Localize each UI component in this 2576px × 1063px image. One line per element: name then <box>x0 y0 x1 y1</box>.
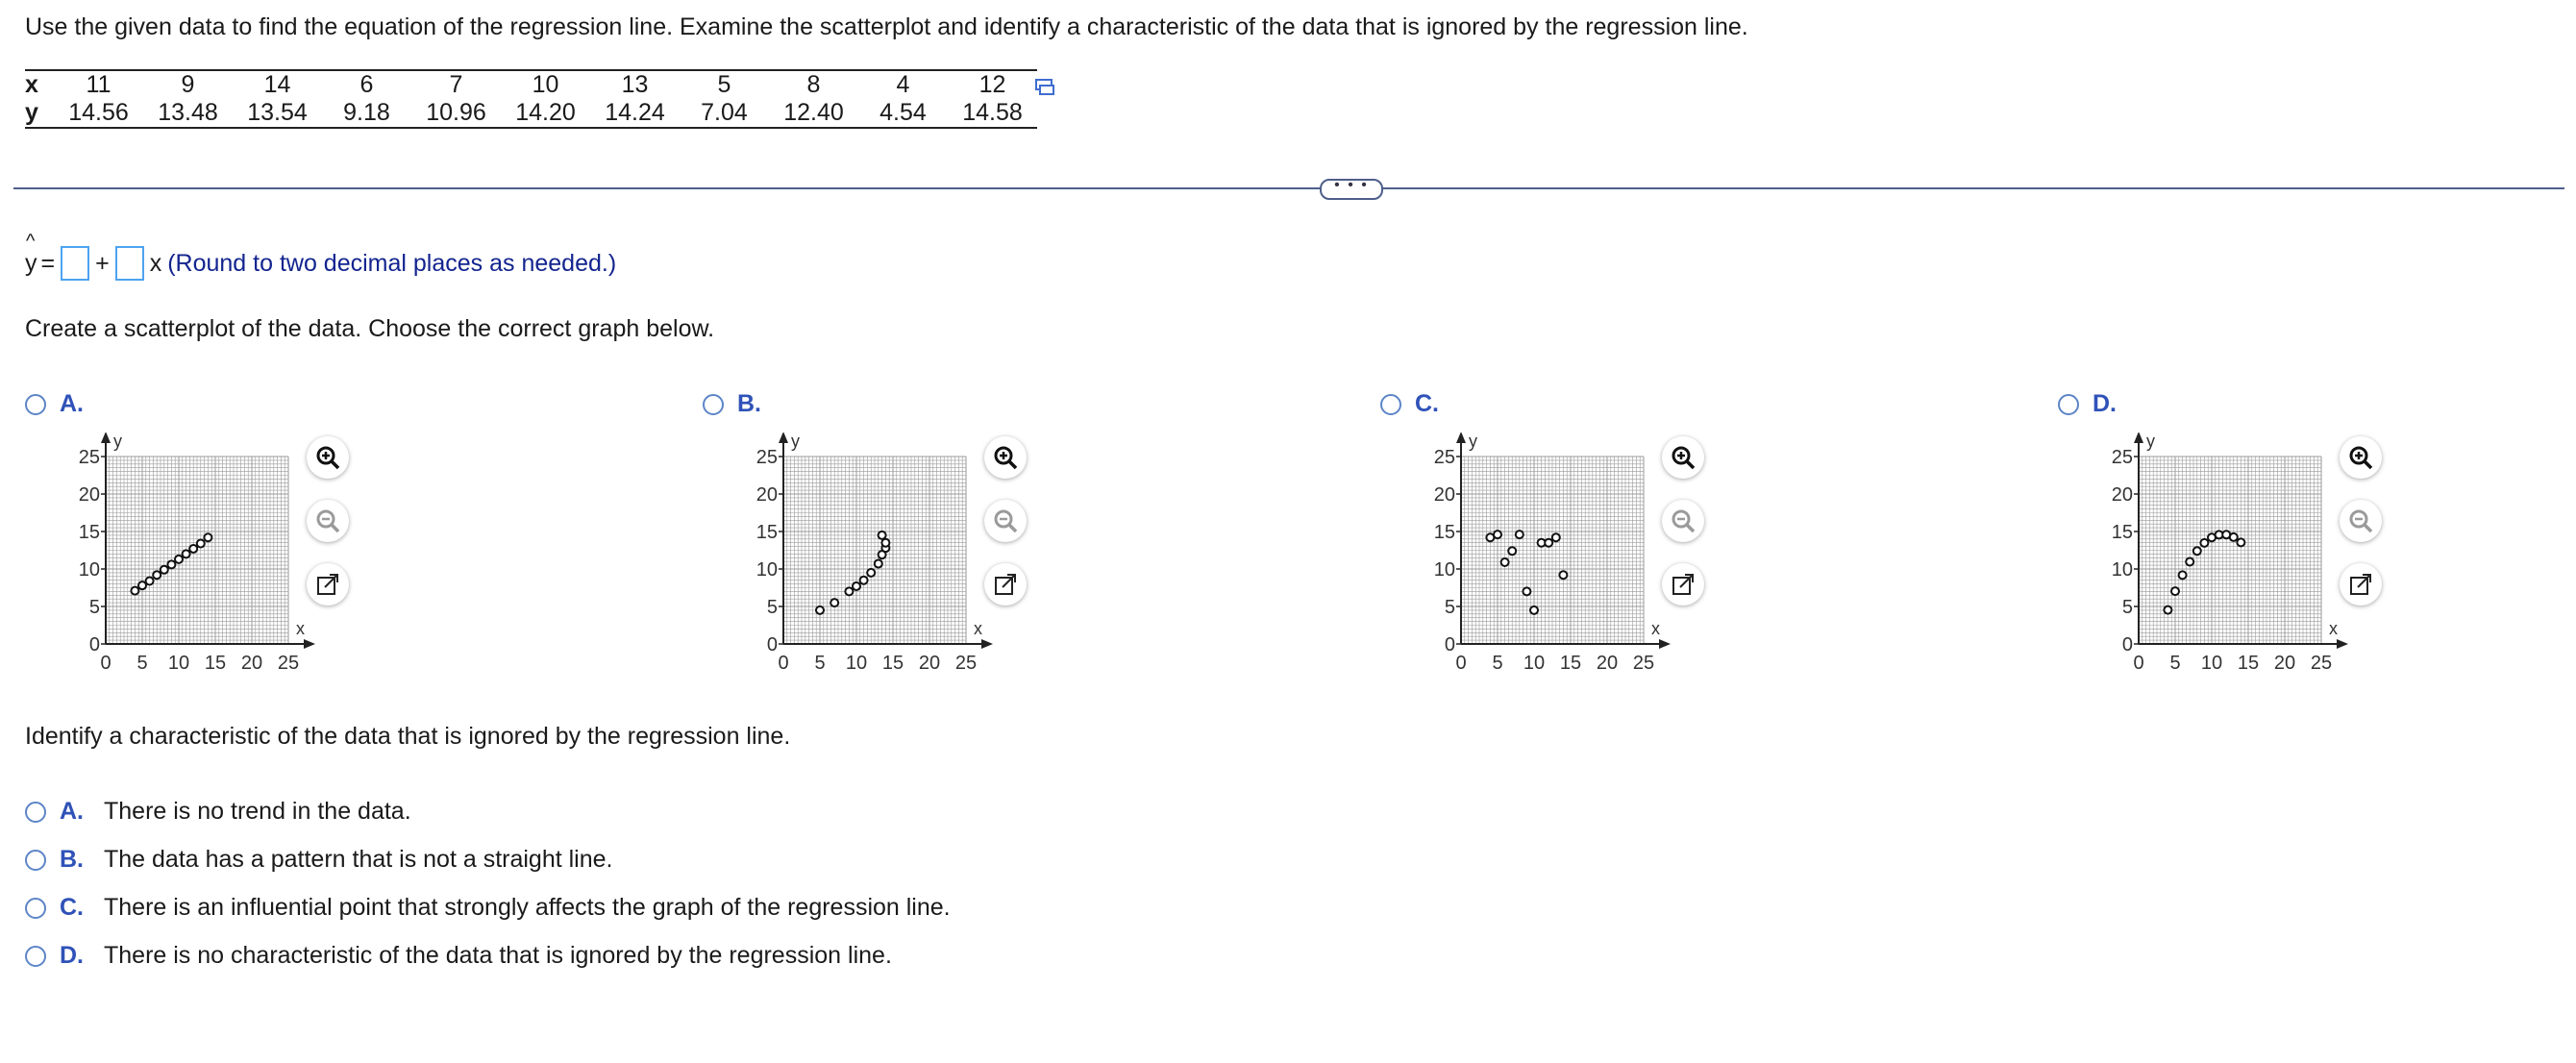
data-point <box>2171 587 2179 595</box>
option-text: There is no characteristic of the data that is ignored by the regression line. <box>104 942 892 969</box>
data-point <box>204 533 211 541</box>
y-tick-label: 0 <box>88 634 100 655</box>
intercept-input[interactable] <box>61 246 89 281</box>
x-tick-label: 25 <box>1632 653 1655 673</box>
y-hat <box>25 230 37 278</box>
x-tick-label: 10 <box>1523 653 1546 673</box>
x-value: 11 <box>54 70 143 99</box>
x-tick-label: 20 <box>918 653 941 673</box>
data-point <box>1530 606 1538 614</box>
y-value: 9.18 <box>322 99 411 128</box>
x-axis-label: x <box>2329 619 2338 638</box>
option-letter: D. <box>60 942 84 969</box>
graph-option-a[interactable] <box>25 390 84 418</box>
zoom-in-button[interactable] <box>307 436 349 479</box>
data-point <box>2186 558 2193 566</box>
data-point <box>867 569 875 577</box>
x-tick-label: 15 <box>1559 653 1582 673</box>
radio-button[interactable] <box>1380 394 1401 415</box>
zoom-out-button[interactable] <box>984 500 1027 542</box>
option-letter: D. <box>2093 390 2117 417</box>
y-value: 13.48 <box>143 99 233 128</box>
data-point <box>197 539 205 547</box>
data-point <box>2164 606 2171 614</box>
open-new-window-button[interactable] <box>307 563 349 606</box>
y-tick-label: 0 <box>1444 634 1455 655</box>
data-point <box>1494 531 1501 538</box>
data-point <box>1508 547 1516 555</box>
y-tick-label: 10 <box>755 559 778 581</box>
y-value: 4.54 <box>858 99 948 128</box>
data-point <box>189 545 197 553</box>
y-axis-label: y <box>2146 433 2155 451</box>
y-tick-label: 25 <box>755 447 778 468</box>
data-point <box>860 577 868 584</box>
y-tick-label: 25 <box>2111 447 2133 468</box>
zoom-out-icon <box>2348 508 2373 533</box>
radio-button[interactable] <box>25 850 46 871</box>
mc-option-b[interactable] <box>25 846 613 874</box>
x-value: 13 <box>590 70 680 99</box>
x-axis-label: x <box>1651 619 1660 638</box>
y-tick-label: 5 <box>2121 597 2133 618</box>
open-new-window-icon <box>1671 572 1696 597</box>
x-tick-label: 0 <box>778 653 789 673</box>
y-tick-label: 20 <box>78 484 100 506</box>
y-value: 10.96 <box>411 99 501 128</box>
regression-equation <box>25 230 617 281</box>
y-tick-label: 15 <box>1433 522 1455 543</box>
zoom-out-icon <box>993 508 1018 533</box>
zoom-in-button[interactable] <box>1662 436 1704 479</box>
open-new-window-icon <box>993 572 1018 597</box>
data-point <box>146 577 154 584</box>
option-letter: B. <box>60 846 84 873</box>
zoom-out-button[interactable] <box>307 500 349 542</box>
zoom-out-button[interactable] <box>1662 500 1704 542</box>
y-tick-label: 20 <box>755 484 778 506</box>
y-symbol: y <box>25 249 37 277</box>
x-tick-label: 10 <box>167 653 190 673</box>
zoom-in-icon <box>315 445 340 470</box>
question-prompt: Use the given data to find the equation of the regression line. Examine the scatterplot and identify a characteristic of the data that is ignored by the regression line. <box>25 13 1748 40</box>
hat-symbol: ^ <box>26 230 36 252</box>
scatterplot-question: Create a scatterplot of the data. Choose the correct graph below. <box>25 315 715 342</box>
data-point <box>830 599 838 606</box>
x-value: 6 <box>322 70 411 99</box>
y-value: 7.04 <box>680 99 769 128</box>
data-point <box>875 560 882 568</box>
data-point <box>1545 539 1552 547</box>
data-point <box>2193 547 2201 555</box>
x-tick-label: 20 <box>240 653 263 673</box>
slope-input[interactable] <box>115 246 144 281</box>
zoom-out-icon <box>315 508 340 533</box>
y-axis-label: y <box>113 433 122 451</box>
y-tick-label: 25 <box>78 447 100 468</box>
option-letter: B. <box>737 390 761 417</box>
rounding-hint: (Round to two decimal places as needed.) <box>167 249 617 277</box>
y-value: 13.54 <box>233 99 322 128</box>
data-point <box>131 587 138 595</box>
data-point <box>1559 571 1567 579</box>
equals-sign: = <box>40 249 56 277</box>
data-point <box>2200 539 2208 547</box>
zoom-in-icon <box>1671 445 1696 470</box>
scatterplot-d <box>2071 433 2369 673</box>
data-point <box>1501 558 1509 566</box>
data-point <box>183 550 190 557</box>
x-tick-label: 0 <box>2133 653 2144 673</box>
y-header: y <box>25 99 54 128</box>
x-tick-label: 5 <box>1492 653 1503 673</box>
zoom-in-button[interactable] <box>984 436 1027 479</box>
mc-option-d[interactable] <box>25 942 892 970</box>
y-tick-label: 5 <box>88 597 100 618</box>
x-tick-label: 5 <box>2169 653 2181 673</box>
open-new-window-button[interactable] <box>984 563 1027 606</box>
x-symbol: x <box>149 249 162 277</box>
x-value: 8 <box>769 70 858 99</box>
x-tick-label: 20 <box>1596 653 1619 673</box>
y-value: 14.24 <box>590 99 680 128</box>
x-row <box>25 70 1037 99</box>
x-tick-label: 10 <box>845 653 868 673</box>
zoom-in-icon <box>2348 445 2373 470</box>
option-letter: C. <box>1415 390 1439 417</box>
option-letter: C. <box>60 894 84 921</box>
data-point <box>816 606 824 614</box>
data-point <box>2237 538 2244 546</box>
x-tick-label: 25 <box>277 653 300 673</box>
x-tick-label: 15 <box>204 653 227 673</box>
plus-sign: + <box>95 249 110 277</box>
radio-button[interactable] <box>25 946 46 967</box>
y-tick-label: 5 <box>766 597 778 618</box>
radio-button[interactable] <box>2058 394 2079 415</box>
y-tick-label: 15 <box>2111 522 2133 543</box>
scatterplot-a <box>38 433 336 673</box>
section-divider <box>13 187 2564 189</box>
zoom-in-icon <box>993 445 1018 470</box>
zoom-in-button[interactable] <box>2340 436 2382 479</box>
y-value: 14.20 <box>501 99 590 128</box>
copy-data-icon[interactable] <box>1034 77 1055 98</box>
x-tick-label: 10 <box>2200 653 2223 673</box>
option-text: There is no trend in the data. <box>104 798 411 825</box>
zoom-out-button[interactable] <box>2340 500 2382 542</box>
y-axis-label: y <box>1469 433 1477 451</box>
data-point <box>853 582 860 590</box>
y-tick-label: 15 <box>755 522 778 543</box>
data-point <box>1523 587 1530 595</box>
zoom-out-icon <box>1671 508 1696 533</box>
x-value: 12 <box>948 70 1037 99</box>
y-tick-label: 0 <box>766 634 778 655</box>
open-new-window-icon <box>2348 572 2373 597</box>
x-axis-label: x <box>296 619 305 638</box>
x-value: 14 <box>233 70 322 99</box>
y-tick-label: 20 <box>1433 484 1455 506</box>
y-value: 14.58 <box>948 99 1037 128</box>
data-point <box>1516 531 1523 538</box>
y-tick-label: 10 <box>78 559 100 581</box>
characteristic-question: Identify a characteristic of the data that is ignored by the regression line. <box>25 723 791 750</box>
open-new-window-icon <box>315 572 340 597</box>
x-tick-label: 25 <box>2310 653 2333 673</box>
y-row <box>25 99 1037 128</box>
option-text: The data has a pattern that is not a straight line. <box>104 846 613 873</box>
option-text: There is an influential point that strongly affects the graph of the regression line. <box>104 894 951 921</box>
x-value: 5 <box>680 70 769 99</box>
data-point <box>153 571 161 579</box>
open-new-window-button[interactable] <box>1662 563 1704 606</box>
option-letter: A. <box>60 798 84 825</box>
data-point <box>1552 533 1560 541</box>
x-axis-label: x <box>974 619 982 638</box>
y-value: 12.40 <box>769 99 858 128</box>
data-point <box>2230 533 2238 541</box>
y-tick-label: 25 <box>1433 447 1455 468</box>
data-point <box>2179 571 2187 579</box>
data-table <box>25 69 1037 129</box>
data-point <box>175 556 183 563</box>
data-point <box>138 581 146 589</box>
data-point <box>161 566 168 574</box>
x-tick-label: 5 <box>136 653 148 673</box>
option-letter: A. <box>60 390 84 417</box>
radio-button[interactable] <box>25 394 46 415</box>
graph-option-c[interactable] <box>1380 390 1439 418</box>
scatterplot-b <box>716 433 1014 673</box>
x-tick-label: 0 <box>100 653 111 673</box>
expand-button[interactable]: • • • <box>1320 179 1383 200</box>
x-tick-label: 15 <box>2237 653 2260 673</box>
x-tick-label: 20 <box>2273 653 2296 673</box>
y-tick-label: 0 <box>2121 634 2133 655</box>
y-tick-label: 10 <box>2111 559 2133 581</box>
x-header: x <box>25 70 54 99</box>
mc-option-c[interactable] <box>25 894 951 922</box>
radio-button[interactable] <box>25 898 46 919</box>
scatterplot-c <box>1394 433 1692 673</box>
y-value: 14.56 <box>54 99 143 128</box>
x-value: 9 <box>143 70 233 99</box>
open-new-window-button[interactable] <box>2340 563 2382 606</box>
data-point <box>167 560 175 568</box>
graph-option-b[interactable] <box>703 390 761 418</box>
data-point <box>879 532 886 539</box>
x-value: 7 <box>411 70 501 99</box>
radio-button[interactable] <box>25 802 46 823</box>
x-tick-label: 25 <box>954 653 978 673</box>
data-point <box>845 587 853 595</box>
y-tick-label: 20 <box>2111 484 2133 506</box>
y-tick-label: 10 <box>1433 559 1455 581</box>
mc-option-a[interactable] <box>25 798 411 826</box>
data-point <box>881 539 889 547</box>
x-value: 10 <box>501 70 590 99</box>
y-axis-label: y <box>791 433 800 451</box>
radio-button[interactable] <box>703 394 724 415</box>
x-tick-label: 5 <box>814 653 826 673</box>
graph-option-d[interactable] <box>2058 390 2117 418</box>
x-tick-label: 15 <box>881 653 904 673</box>
y-tick-label: 5 <box>1444 597 1455 618</box>
x-value: 4 <box>858 70 948 99</box>
x-tick-label: 0 <box>1455 653 1467 673</box>
y-tick-label: 15 <box>78 522 100 543</box>
